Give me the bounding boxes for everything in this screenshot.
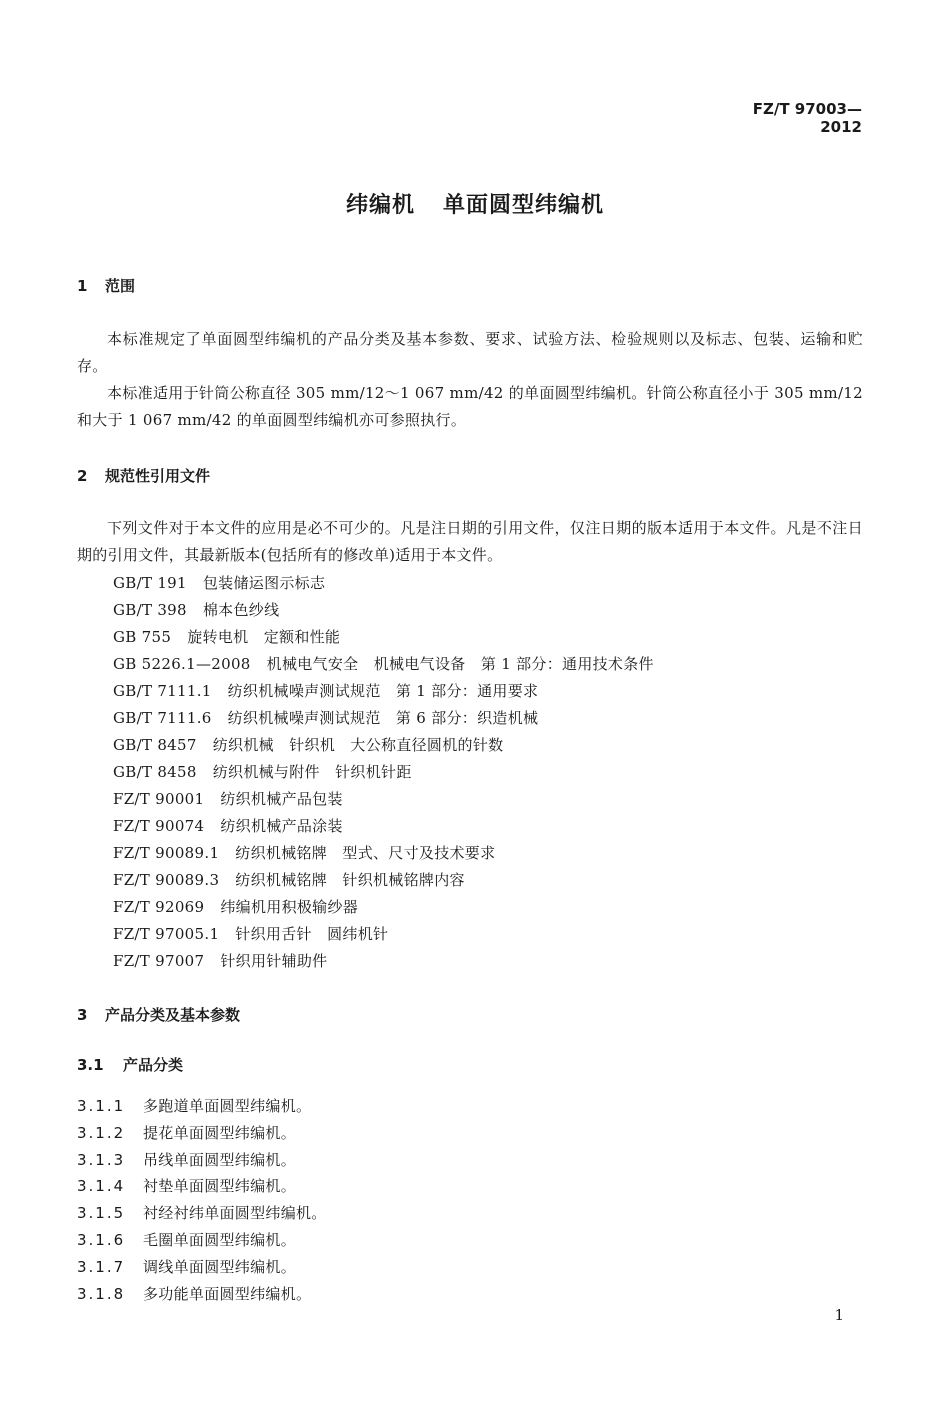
list-item xyxy=(77,1175,296,1196)
item-number: 3.1.1 xyxy=(77,1097,126,1115)
item-number: 3.1.6 xyxy=(77,1231,126,1249)
reference-item xyxy=(113,896,358,917)
reference-title: 纺织机械噪声测试规范 第 6 部分：织造机械 xyxy=(227,709,539,727)
section-2-heading xyxy=(77,465,210,486)
reference-code: FZ/T 97005.1 xyxy=(113,925,220,943)
section-number: 1 xyxy=(77,277,88,295)
reference-item xyxy=(113,653,654,674)
reference-code: GB/T 8458 xyxy=(113,763,197,781)
reference-code: FZ/T 90074 xyxy=(113,817,205,835)
item-text: 调线单面圆型纬编机。 xyxy=(143,1258,297,1276)
item-number: 3.1.7 xyxy=(77,1258,126,1276)
title-part-1: 纬编机 xyxy=(345,193,415,218)
reference-code: FZ/T 90089.1 xyxy=(113,844,220,862)
reference-item xyxy=(113,626,340,647)
subsection-number: 3.1 xyxy=(77,1056,104,1074)
reference-title: 机械电气安全 机械电气设备 第 1 部分：通用技术条件 xyxy=(266,655,654,673)
reference-code: GB/T 191 xyxy=(113,574,187,592)
reference-code: GB/T 398 xyxy=(113,601,187,619)
subsection-title: 产品分类 xyxy=(123,1056,184,1074)
section-number: 2 xyxy=(77,467,88,485)
section-title: 范围 xyxy=(105,277,136,295)
section-number: 3 xyxy=(77,1006,88,1024)
reference-title: 纺织机械铭牌 型式、尺寸及技术要求 xyxy=(235,844,496,862)
section-3-1-heading xyxy=(77,1054,183,1075)
list-item xyxy=(77,1149,296,1170)
reference-title: 棉本色纱线 xyxy=(202,601,280,619)
reference-item xyxy=(113,815,343,836)
reference-item xyxy=(113,734,503,755)
item-number: 3.1.2 xyxy=(77,1124,126,1142)
item-number: 3.1.8 xyxy=(77,1285,126,1303)
reference-code: GB 5226.1—2008 xyxy=(113,655,251,673)
reference-item xyxy=(113,950,327,971)
reference-code: FZ/T 92069 xyxy=(113,898,205,916)
reference-title: 包装储运图示标志 xyxy=(202,574,326,592)
reference-title: 旋转电机 定额和性能 xyxy=(187,628,341,646)
reference-item xyxy=(113,680,538,701)
reference-item xyxy=(113,923,388,944)
item-text: 毛圈单面圆型纬编机。 xyxy=(143,1231,297,1249)
section-3-heading xyxy=(77,1004,240,1025)
reference-title: 纺织机械产品涂装 xyxy=(220,817,343,835)
item-number: 3.1.5 xyxy=(77,1204,126,1222)
list-item xyxy=(77,1256,296,1277)
reference-item xyxy=(113,599,279,620)
list-item xyxy=(77,1229,296,1250)
reference-code: FZ/T 90089.3 xyxy=(113,871,220,889)
item-text: 提花单面圆型纬编机。 xyxy=(143,1124,297,1142)
list-item xyxy=(77,1122,296,1143)
standard-number: FZ/T 97003—2012 xyxy=(752,100,862,136)
section-title: 产品分类及基本参数 xyxy=(105,1006,241,1024)
document-title xyxy=(0,188,950,219)
reference-title: 纺织机械 针织机 大公称直径圆机的针数 xyxy=(212,736,504,754)
reference-item xyxy=(113,707,538,728)
item-text: 多跑道单面圆型纬编机。 xyxy=(143,1097,312,1115)
reference-title: 纺织机械噪声测试规范 第 1 部分：通用要求 xyxy=(227,682,539,700)
reference-code: FZ/T 97007 xyxy=(113,952,205,970)
reference-title: 纺织机械与附件 针织机针距 xyxy=(212,763,412,781)
reference-item xyxy=(113,572,325,593)
reference-title: 纬编机用积极输纱器 xyxy=(220,898,359,916)
reference-item xyxy=(113,869,465,890)
list-item xyxy=(77,1202,327,1223)
item-number: 3.1.4 xyxy=(77,1177,126,1195)
section-2-intro: 下列文件对于本文件的应用是必不可少的。凡是注日期的引用文件，仅注日期的版本适用于本文件。凡是不注日期的引用文件，其最新版本(包括所有的修改单)适用于本文件。 xyxy=(77,519,863,564)
reference-code: GB 755 xyxy=(113,628,172,646)
item-text: 多功能单面圆型纬编机。 xyxy=(143,1285,312,1303)
section-1-paragraph-2: 本标准适用于针筒公称直径 305 mm/12～1 067 mm/42 的单面圆型纬编机。针筒公称直径小于 305 mm/12 和大于 1 067 mm/42 的单面圆型纬编机亦可参照执行。 xyxy=(77,384,863,429)
item-text: 衬经衬纬单面圆型纬编机。 xyxy=(143,1204,327,1222)
item-number: 3.1.3 xyxy=(77,1151,126,1169)
list-item xyxy=(77,1095,311,1116)
item-text: 吊线单面圆型纬编机。 xyxy=(143,1151,297,1169)
page-number: 1 xyxy=(834,1306,844,1324)
title-part-2: 单面圆型纬编机 xyxy=(443,193,605,218)
reference-item xyxy=(113,842,495,863)
reference-item xyxy=(113,761,412,782)
reference-code: GB/T 7111.1 xyxy=(113,682,212,700)
section-title: 规范性引用文件 xyxy=(105,467,211,485)
reference-title: 纺织机械铭牌 针织机械铭牌内容 xyxy=(235,871,465,889)
reference-title: 针织用舌针 圆纬机针 xyxy=(235,925,389,943)
list-item xyxy=(77,1283,311,1304)
reference-code: GB/T 7111.6 xyxy=(113,709,212,727)
item-text: 衬垫单面圆型纬编机。 xyxy=(143,1177,297,1195)
reference-code: FZ/T 90001 xyxy=(113,790,205,808)
section-1-heading xyxy=(77,275,135,296)
section-1-paragraph-1: 本标准规定了单面圆型纬编机的产品分类及基本参数、要求、试验方法、检验规则以及标志、包装、运输和贮存。 xyxy=(77,330,863,375)
reference-item xyxy=(113,788,343,809)
reference-code: GB/T 8457 xyxy=(113,736,197,754)
reference-title: 针织用针辅助件 xyxy=(220,952,328,970)
reference-title: 纺织机械产品包装 xyxy=(220,790,343,808)
